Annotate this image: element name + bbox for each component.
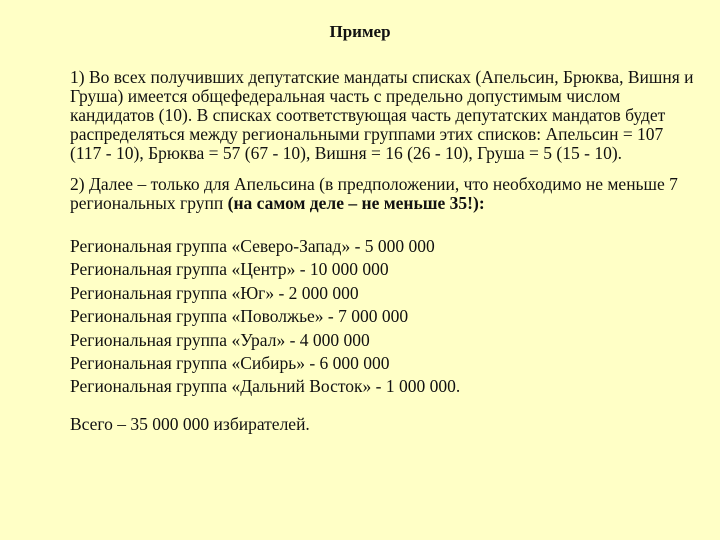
regional-group-line: Региональная группа «Урал» - 4 000 000 [70, 329, 370, 350]
paragraph-1: 1) Во всех получивших депутатские мандаты списках (Апельсин, Брюква, Вишня и Груша) имеется общефедеральная часть с предельно допустимым числом кандидатов (10). В списках соответствующая часть депутатских мандатов будет распределяться между региональными группами этих списков: Апельсин = 107 (117 - 10), Брюква = 57 (67 - 10), Вишня = 16 (26 - 10), Груша = 5 (15 - 10). [70, 67, 694, 163]
slide-content [70, 68, 695, 434]
regional-group-line: Региональная группа «Центр» - 10 000 000 [70, 259, 389, 280]
regional-groups-list [70, 235, 695, 399]
paragraph-2-bold: (на самом деле – не меньше 35!): [227, 193, 485, 213]
regional-group-line: Региональная группа «Сибирь» - 6 000 000 [70, 353, 390, 374]
regional-group-line: Региональная группа «Юг» - 2 000 000 [70, 282, 359, 303]
regional-group-line: Региональная группа «Северо-Запад» - 5 000 000 [70, 236, 435, 256]
regional-group-line: Региональная группа «Поволжье» - 7 000 000 [70, 306, 409, 327]
total-voters: Всего – 35 000 000 избирателей. [70, 413, 310, 434]
regional-group-line: Региональная группа «Дальний Восток» - 1 000 000. [70, 376, 461, 397]
slide-title [0, 22, 720, 42]
slide-title-text: Пример [329, 22, 391, 41]
paragraph-2-text: 2) Далее – только для Апельсина (в предположении, что необходимо не меньше 7 региональных групп [70, 174, 678, 213]
paragraph-2 [70, 175, 695, 213]
